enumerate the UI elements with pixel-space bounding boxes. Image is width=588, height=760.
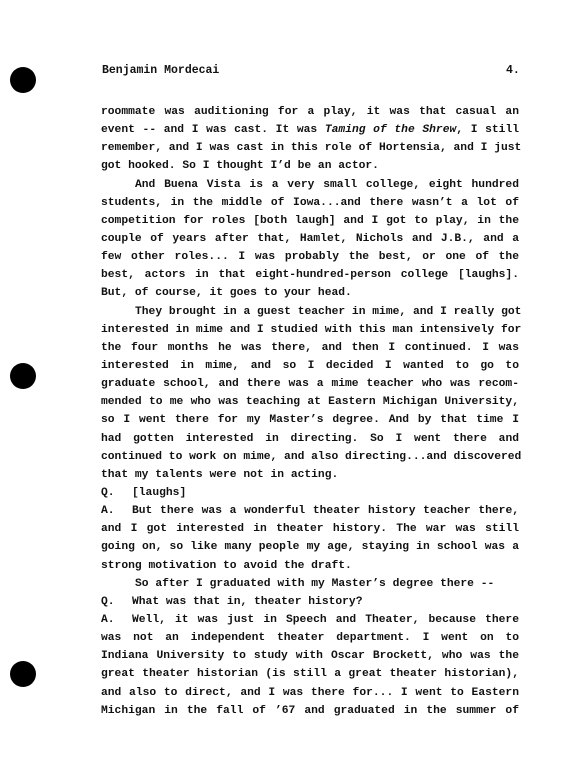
line-text: Indiana University to study with Oscar Brockett, who was the xyxy=(101,650,519,663)
line-text: couple of years after that, Hamlet, Nichols and J.B., and a xyxy=(101,232,519,245)
line-text: interested in mime, and so I decided I wanted to go to xyxy=(101,359,519,372)
text-line xyxy=(101,629,519,647)
line-text: few other roles... I was probably the best, or one of the xyxy=(101,251,519,264)
text-line xyxy=(101,448,522,466)
text-line xyxy=(101,520,519,538)
text-line xyxy=(101,411,519,429)
speaker-marker: Q. xyxy=(101,486,115,499)
line-text: had gotten interested in directing. So I went there and xyxy=(101,432,519,445)
line-text: But there was a wonderful theater history teacher there, xyxy=(132,505,519,518)
line-text: And Buena Vista is a very small college, eight hundred xyxy=(135,178,519,191)
text-line xyxy=(101,466,519,484)
line-text: best, actors in that eight-hundred-person college [laughs]. xyxy=(101,269,519,282)
line-text: They brought in a guest teacher in mime, and I really got xyxy=(135,305,522,318)
line-text: great theater historian (is still a great theater historian), xyxy=(101,668,519,681)
text-line xyxy=(101,393,519,411)
line-text: So after I graduated with my Master’s degree there -- xyxy=(135,577,495,590)
text-line xyxy=(101,321,522,339)
text-line xyxy=(101,357,519,375)
line-text: got hooked. So I thought I’d be an actor. xyxy=(101,160,379,173)
line-text: so I went there for my Master’s degree. And by that time I xyxy=(101,414,519,427)
text-line xyxy=(101,593,519,611)
transcript-body xyxy=(101,103,522,720)
text-line xyxy=(101,575,519,593)
line-text: mended to me who was teaching at Eastern Michigan University, xyxy=(101,396,519,409)
speaker-marker: Q. xyxy=(101,595,115,608)
text-line xyxy=(101,647,519,665)
text-line xyxy=(101,284,519,302)
page-number: 4. xyxy=(506,64,520,77)
line-text: continued to work on mime, and also directing...and discovered xyxy=(101,450,522,463)
text-line xyxy=(101,557,519,575)
line-text: event -- and I was cast. It was xyxy=(101,124,325,137)
line-text: graduate school, and there was a mime teacher who was recom- xyxy=(101,378,519,391)
text-line xyxy=(101,103,519,121)
line-text: What was that in, theater history? xyxy=(132,595,363,608)
binder-hole-top xyxy=(10,67,36,93)
speaker-marker: A. xyxy=(101,613,115,626)
line-text: the four months he was there, and then I continued. I was xyxy=(101,341,519,354)
text-line xyxy=(101,303,522,321)
line-text: students, in the middle of Iowa...and there wasn’t a lot of xyxy=(101,196,519,209)
line-text: was not an independent theater department. I went on to xyxy=(101,632,519,645)
line-text: , I still xyxy=(456,124,520,137)
text-line xyxy=(101,430,519,448)
line-text: strong motivation to avoid the draft. xyxy=(101,559,352,572)
text-line xyxy=(101,665,519,683)
text-line xyxy=(101,339,519,357)
speaker-marker: A. xyxy=(101,505,115,518)
text-line xyxy=(101,157,519,175)
text-line xyxy=(101,230,519,248)
binder-hole-bottom xyxy=(10,661,36,687)
text-line xyxy=(101,375,519,393)
header-name: Benjamin Mordecai xyxy=(102,64,220,77)
line-text: Michigan in the fall of ’67 and graduated in the summer of xyxy=(101,704,519,717)
line-text: and I got interested in theater history. The war was still xyxy=(101,523,519,536)
text-line xyxy=(101,176,519,194)
line-text: interested in mime and I studied with this man intensively for xyxy=(101,323,522,336)
line-text: Well, it was just in Speech and Theater, because there xyxy=(132,613,519,626)
line-text: remember, and I was cast in this role of Hortensia, and I just xyxy=(101,142,522,155)
text-line xyxy=(101,212,519,230)
text-line xyxy=(101,248,519,266)
text-line xyxy=(101,538,519,556)
line-text: that my talents were not in acting. xyxy=(101,468,339,481)
text-line xyxy=(101,266,519,284)
text-line xyxy=(101,121,519,139)
text-line xyxy=(101,484,519,502)
play-title: Taming of the Shrew xyxy=(324,124,457,137)
text-line xyxy=(101,502,519,520)
text-line xyxy=(101,702,519,720)
line-text: and also to direct, and I was there for... I went to Eastern xyxy=(101,686,519,699)
text-line xyxy=(101,684,519,702)
line-text: But, of course, it goes to your head. xyxy=(101,287,352,300)
line-text: roommate was auditioning for a play, it was that casual an xyxy=(101,106,519,118)
line-text: going on, so like many people my age, staying in school was a xyxy=(101,541,519,554)
text-line xyxy=(101,611,519,629)
line-text: [laughs] xyxy=(132,486,187,499)
binder-hole-middle xyxy=(10,363,36,389)
text-line xyxy=(101,194,519,212)
line-text: competition for roles [both laugh] and I got to play, in the xyxy=(101,214,519,227)
text-line xyxy=(101,139,522,157)
